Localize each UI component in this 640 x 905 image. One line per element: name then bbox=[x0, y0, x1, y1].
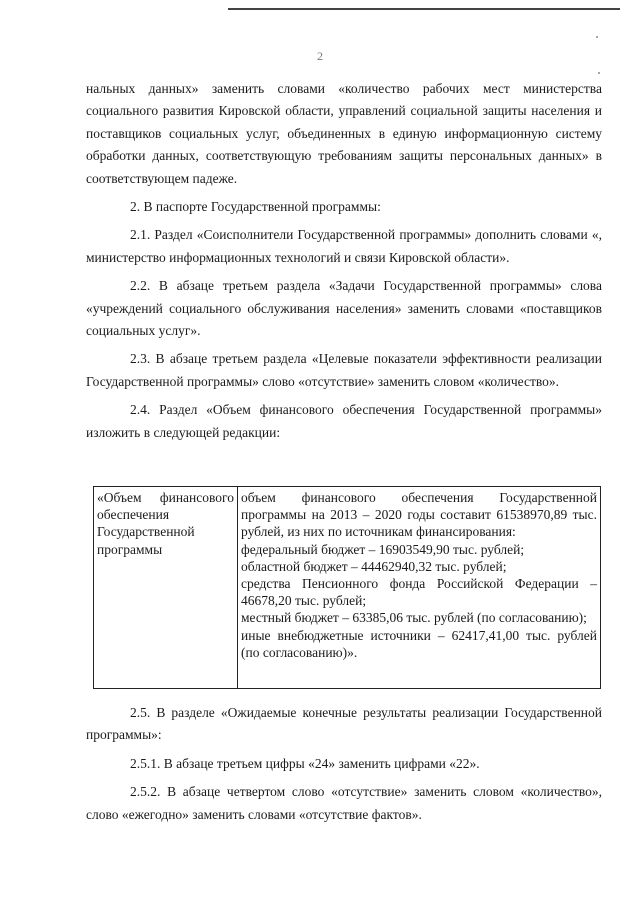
table-line: средства Пенсионного фонда Российской Федерации – 46678,20 тыс. рублей; bbox=[241, 576, 597, 609]
scan-speck bbox=[598, 72, 600, 74]
page-number: 2 bbox=[317, 49, 323, 63]
table-cell-value bbox=[238, 487, 601, 689]
table-line: иные внебюджетные источники – 62417,41,00 тыс. рублей (по согласованию)». bbox=[241, 627, 597, 660]
scan-speck bbox=[596, 36, 598, 38]
paragraph: нальных данных» заменить словами «количество рабочих мест министерства социального развития Кировской области, управлений социальной защиты населения и поставщиков социальных услуг, объединенных в единую информационную систему обработки данных, соответствующую требованиям защиты персональных данных» в соответствующем падеже. bbox=[86, 81, 602, 186]
paragraph: 2. В паспорте Государственной программы: bbox=[130, 199, 381, 215]
table-line: местный бюджет – 63385,06 тыс. рублей (по согласованию); bbox=[241, 610, 587, 626]
scan-border-line bbox=[228, 8, 620, 10]
financing-table bbox=[93, 486, 601, 689]
document-body-top bbox=[86, 78, 602, 444]
table-line: областной бюджет – 44462940,32 тыс. рублей; bbox=[241, 558, 507, 574]
paragraph: 2.5.2. В абзаце четвертом слово «отсутствие» заменить словом «количество», слово «ежегодно» заменить словами «отсутствие фактов». bbox=[86, 784, 602, 822]
paragraph: 2.5. В разделе «Ожидаемые конечные результаты реализации Государственной программы»: bbox=[86, 705, 602, 743]
document-body-bottom bbox=[86, 702, 602, 826]
paragraph: 2.4. Раздел «Объем финансового обеспечения Государственной программы» изложить в следующей редакции: bbox=[86, 402, 602, 440]
table-row bbox=[94, 487, 601, 689]
paragraph: 2.1. Раздел «Соисполнители Государственной программы» дополнить словами «, министерство информационных технологий и связи Кировской области». bbox=[86, 227, 602, 265]
paragraph: 2.5.1. В абзаце третьем цифры «24» заменить цифрами «22». bbox=[130, 755, 480, 771]
paragraph: 2.2. В абзаце третьем раздела «Задачи Государственной программы» слова «учреждений социального обслуживания населения» заменить словами «поставщиков социальных услуг». bbox=[86, 278, 602, 339]
table-line: федеральный бюджет – 16903549,90 тыс. рублей; bbox=[241, 541, 525, 557]
table-line: объем финансового обеспечения Государственной программы на 2013 – 2020 годы составит 61538970,89 тыс. рублей, из них по источникам финансирования: bbox=[241, 490, 597, 540]
table-cell-label: «Объем финансового обеспечения Государственной программы bbox=[94, 487, 238, 689]
paragraph: 2.3. В абзаце третьем раздела «Целевые показатели эффективности реализации Государственной программы» слово «отсутствие» заменить словом «количество». bbox=[86, 351, 602, 389]
